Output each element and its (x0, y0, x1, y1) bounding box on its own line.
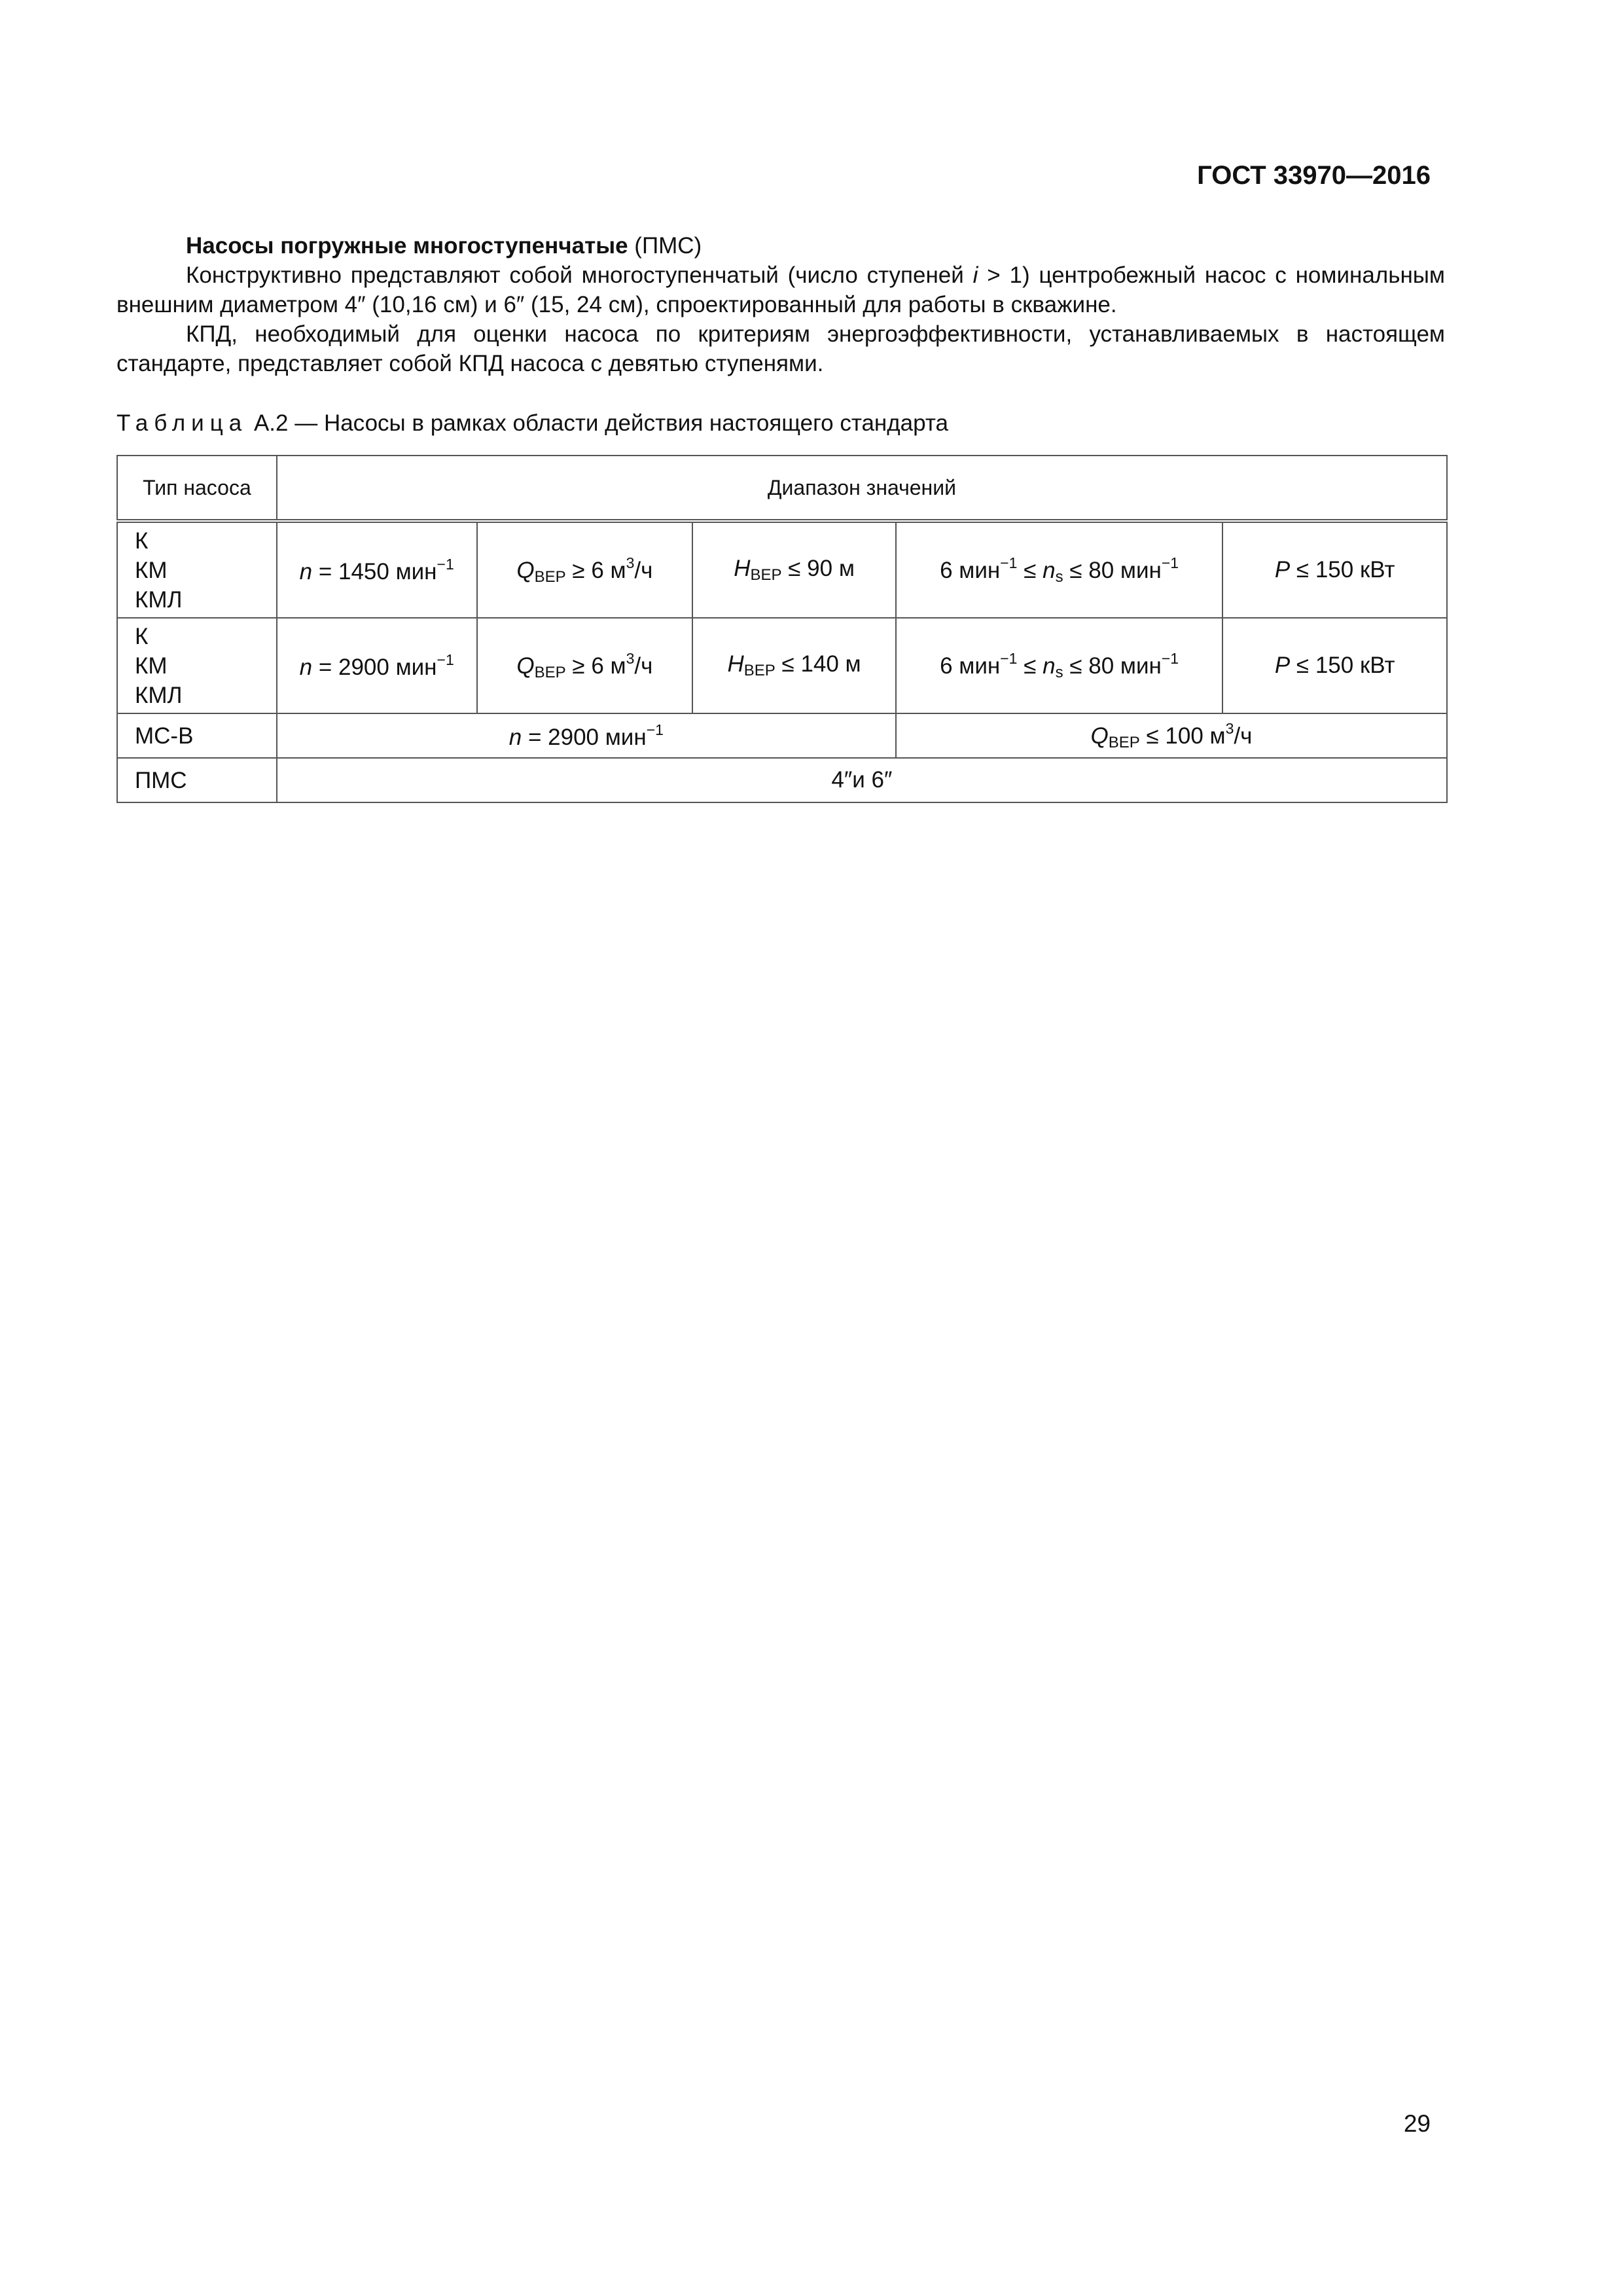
power-value: ≤ 150 кВт (1290, 557, 1395, 583)
flow-value: ≥ 6 м (565, 653, 626, 679)
var-n: n (299, 558, 313, 584)
speed-cell (277, 521, 477, 618)
flow-exp: 3 (1225, 719, 1234, 737)
ns-le: ≤ (1017, 653, 1043, 679)
pump-type-cell (117, 618, 277, 713)
flow-value: ≤ 100 м (1139, 723, 1226, 749)
paragraph-1-part-b: > 1) центробежный насос с номинальным внешним диаметром 4″ (10,16 см) и 6″ (15, 24 см), спроектированный для работы в скважине. (116, 262, 1445, 317)
document-header: ГОСТ 33970—2016 (1197, 161, 1431, 190)
speed-value: = 2900 мин (522, 724, 647, 750)
head-sub: BEP (750, 566, 782, 584)
flow-unit: /ч (1234, 723, 1253, 749)
flow-sub: BEP (1108, 733, 1140, 751)
paragraph-1-var-i: i (972, 262, 978, 288)
speed-value: = 2900 мин (312, 654, 437, 680)
pump-type-k: К (135, 623, 149, 649)
pump-type-cell (117, 521, 277, 618)
flow-cell (896, 713, 1447, 758)
var-ns: n (1043, 557, 1056, 583)
head-cell (692, 618, 896, 713)
table-caption-word: Таблица (116, 410, 248, 436)
speed-cell (277, 713, 896, 758)
pump-type-ms-v: МС-В (117, 713, 277, 758)
var-q: Q (1090, 723, 1109, 749)
flow-unit: /ч (634, 653, 653, 679)
paragraph-1 (116, 260, 1445, 319)
table-row-k-2900 (117, 618, 1447, 713)
table-header-row (117, 456, 1447, 521)
speed-value: = 1450 мин (312, 558, 437, 584)
header-pump-type: Тип насоса (117, 456, 277, 521)
paragraph-1-part-a: Конструктивно представляют собой многоступенчатый (число ступеней (186, 262, 973, 288)
table-caption (116, 410, 948, 437)
pump-type-k: К (135, 528, 149, 554)
specific-speed-cell (896, 521, 1222, 618)
page-number: 29 (1403, 2110, 1431, 2137)
flow-sub: BEP (534, 663, 566, 681)
ns-low: 6 мин (940, 557, 1001, 583)
pump-type-km: КМ (135, 653, 168, 679)
ns-low: 6 мин (940, 653, 1001, 679)
head-value: ≤ 90 м (781, 556, 855, 581)
ns-sub: s (1055, 567, 1063, 586)
var-ns: n (1043, 653, 1056, 679)
ns-high-exp: −1 (1161, 649, 1179, 667)
var-p: P (1274, 557, 1291, 583)
head-sub: BEP (743, 662, 776, 679)
var-h: H (727, 651, 744, 677)
var-n: n (508, 724, 522, 750)
table-row-pms (117, 758, 1447, 802)
flow-sub: BEP (534, 567, 566, 586)
ns-high: ≤ 80 мин (1063, 557, 1162, 583)
power-cell (1222, 521, 1447, 618)
speed-cell (277, 618, 477, 713)
paragraph-2: КПД, необходимый для оценки насоса по критериям энергоэффективности, устанавливаемых в настоящем стандарте, представляет собой КПД насоса с девятью ступенями. (116, 321, 1445, 376)
ns-sub: s (1055, 663, 1063, 681)
head-cell (692, 521, 896, 618)
power-cell (1222, 618, 1447, 713)
table-caption-rest: А.2 — Насосы в рамках области действия настоящего стандарта (247, 410, 948, 436)
table-row-ms-v (117, 713, 1447, 758)
table-row-k-1450 (117, 521, 1447, 618)
specific-speed-cell (896, 618, 1222, 713)
var-n: n (299, 654, 313, 680)
var-q: Q (516, 653, 535, 679)
flow-unit: /ч (634, 557, 653, 583)
var-h: H (734, 556, 751, 581)
var-p: P (1274, 653, 1291, 678)
header-value-range: Диапазон значений (277, 456, 1447, 521)
ns-low-exp: −1 (1000, 649, 1018, 667)
ns-low-exp: −1 (1000, 554, 1018, 571)
ns-le: ≤ (1017, 557, 1043, 583)
ns-high: ≤ 80 мин (1063, 653, 1162, 679)
section-heading (116, 231, 1445, 260)
speed-exp: −1 (437, 651, 454, 668)
flow-exp: 3 (626, 649, 635, 667)
power-value: ≤ 150 кВт (1290, 653, 1395, 678)
flow-exp: 3 (626, 554, 635, 571)
speed-exp: −1 (437, 555, 454, 573)
section-heading-bold: Насосы погружные многоступенчатые (186, 233, 628, 259)
section-heading-abbr: (ПМС) (628, 233, 702, 259)
flow-cell (477, 521, 693, 618)
pump-type-kml: КМЛ (135, 586, 183, 613)
head-value: ≤ 140 м (775, 651, 861, 677)
flow-value: ≥ 6 м (565, 557, 626, 583)
pump-type-pms: ПМС (117, 758, 277, 802)
ns-high-exp: −1 (1161, 554, 1179, 571)
pump-range-table (116, 455, 1448, 803)
pump-type-kml: КМЛ (135, 682, 183, 708)
diameter-cell: 4″и 6″ (277, 758, 1447, 802)
speed-exp: −1 (646, 721, 664, 738)
pump-type-km: КМ (135, 557, 168, 583)
var-q: Q (516, 557, 535, 583)
flow-cell (477, 618, 693, 713)
section-text (116, 231, 1445, 378)
